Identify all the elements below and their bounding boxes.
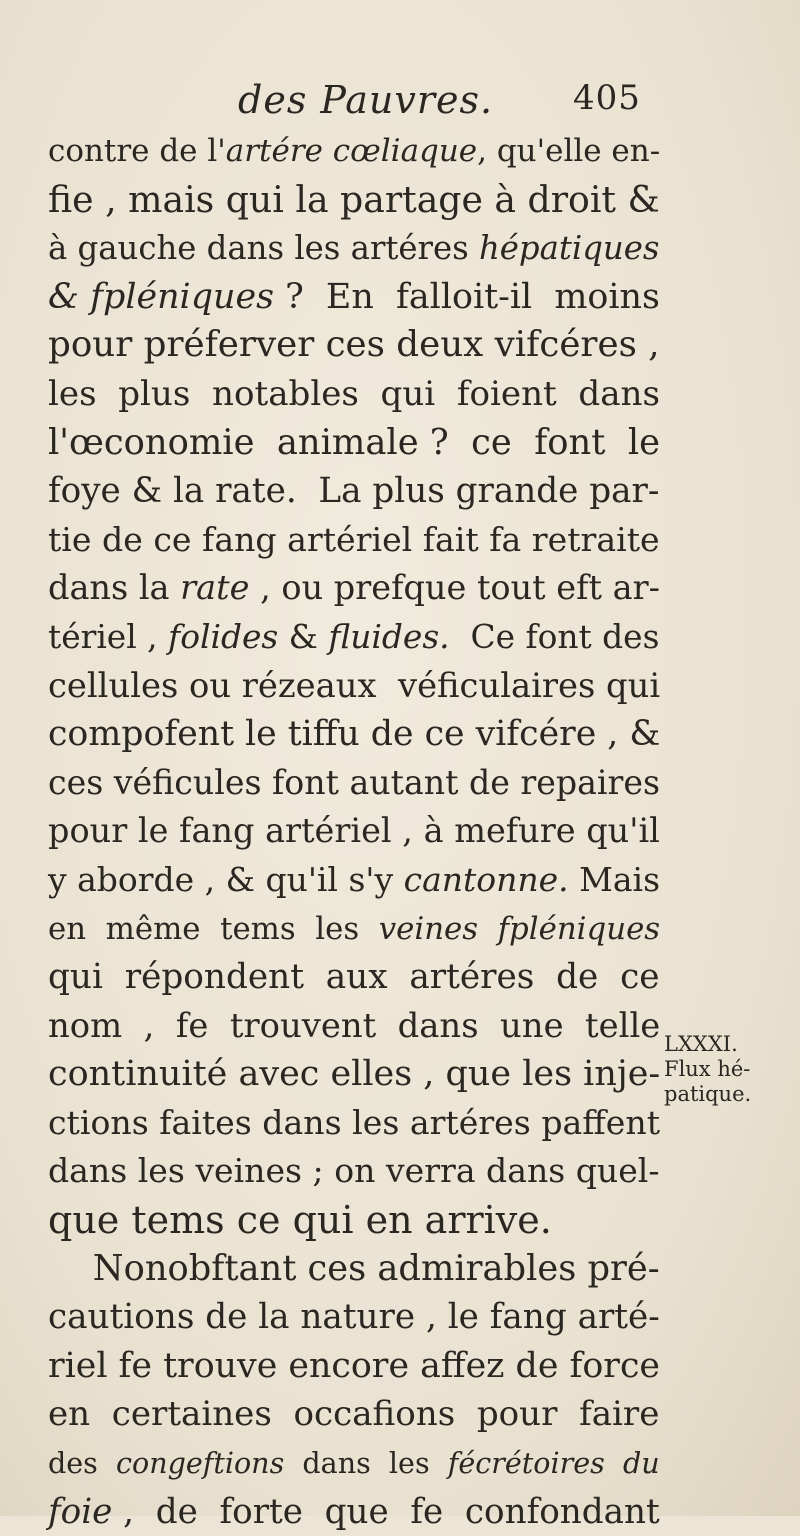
text-segment: , ou prefque tout eft ar- xyxy=(249,568,660,608)
margin-note-title-line-2: patique. xyxy=(664,1082,752,1106)
text-segment: , de forte que fe confondant xyxy=(112,1491,660,1532)
text-line xyxy=(48,1050,660,1099)
italic-text: artére cœliaque xyxy=(225,133,478,169)
text-line xyxy=(48,905,660,954)
text-line xyxy=(48,419,660,468)
text-line xyxy=(48,710,660,759)
text-line xyxy=(48,759,660,808)
text-segment: tériel , xyxy=(48,617,169,656)
body-text xyxy=(48,127,660,1536)
text-line xyxy=(48,1293,660,1342)
text-segment: contre de l' xyxy=(48,133,226,169)
text-segment: riel fe trouve encore affez de force xyxy=(48,1345,661,1386)
text-line xyxy=(48,1390,660,1439)
text-segment: nom , fe trouvent dans une telle xyxy=(48,1005,661,1045)
text-segment: que tems ce qui en arrive. xyxy=(48,1198,552,1243)
text-line xyxy=(48,273,660,322)
text-line xyxy=(48,856,660,905)
text-line xyxy=(48,1439,660,1488)
text-segment: , qu'elle en- xyxy=(477,133,661,169)
text-line xyxy=(48,807,660,856)
italic-text: fluides. xyxy=(328,617,450,656)
page-number: 405 xyxy=(573,78,641,118)
text-segment: foye & la rate. La plus grande par- xyxy=(48,471,660,512)
text-segment: ctions faites dans les artéres paffent xyxy=(48,1102,661,1142)
text-segment: tie de ce fang artériel fait fa retraite xyxy=(48,519,660,559)
page-header xyxy=(0,78,800,128)
text-segment: y aborde , & qu'il s'y xyxy=(48,859,404,899)
italic-text: folides xyxy=(168,617,279,656)
text-segment: dans les xyxy=(284,1446,448,1481)
text-line xyxy=(48,1196,660,1245)
text-line xyxy=(48,953,660,1002)
margin-note xyxy=(664,1032,794,1107)
text-segment: pour préferver ces deux vifcéres , xyxy=(48,324,660,366)
text-line xyxy=(48,1002,660,1051)
italic-text: & fpléniques xyxy=(48,276,274,317)
text-segment: l'œconomie animale ? ce font le xyxy=(48,421,660,463)
text-segment: fie , mais qui la partage à droit & xyxy=(48,177,660,221)
text-line xyxy=(48,564,660,613)
text-segment: cautions de la nature , le fang arté- xyxy=(48,1297,660,1338)
text-segment: qui répondent aux artéres de ce xyxy=(48,957,660,998)
text-segment: des xyxy=(48,1446,117,1481)
text-segment: ces véficules font autant de repaires xyxy=(48,762,661,802)
text-segment: à gauche dans les artéres xyxy=(48,229,479,268)
text-segment: Ce font des xyxy=(449,617,660,656)
text-segment: & xyxy=(278,617,329,656)
text-line xyxy=(48,1342,660,1391)
italic-text: fécrétoires du xyxy=(447,1446,660,1481)
italic-text: rate xyxy=(180,568,250,608)
text-line xyxy=(48,1099,660,1148)
text-segment: Mais xyxy=(568,859,660,899)
italic-text: foie xyxy=(48,1491,113,1532)
text-line xyxy=(48,1488,660,1536)
text-segment: dans la xyxy=(48,568,181,608)
italic-text: cantonne. xyxy=(403,859,569,899)
text-segment: compofent le tiffu de ce vifcére , & xyxy=(48,714,661,755)
text-line xyxy=(48,127,660,176)
italic-text: veines fpléniques xyxy=(378,910,661,947)
text-line xyxy=(48,662,660,711)
text-line xyxy=(48,467,660,516)
text-line xyxy=(48,176,660,225)
text-segment: en même tems les xyxy=(48,910,379,947)
italic-text: hépatiques xyxy=(478,229,660,268)
text-segment: cellules ou rézeaux véficulaires qui xyxy=(48,665,661,705)
text-segment: ? En falloit-il moins xyxy=(274,276,660,317)
text-segment: pour le fang artériel , à mefure qu'il xyxy=(48,811,660,851)
text-line xyxy=(48,516,660,565)
margin-note-number: LXXXI. xyxy=(664,1032,738,1056)
text-line xyxy=(48,1147,660,1196)
text-segment: les plus notables qui foient dans xyxy=(48,373,660,414)
text-line xyxy=(48,1245,660,1294)
text-line xyxy=(48,224,660,273)
text-segment: continuité avec elles , que les inje- xyxy=(48,1054,661,1095)
text-segment: dans les veines ; on verra dans quel- xyxy=(48,1151,660,1191)
margin-note-title-line-1: Flux hé- xyxy=(664,1057,751,1081)
text-line xyxy=(48,370,660,419)
running-title: des Pauvres. xyxy=(238,78,494,122)
text-line xyxy=(48,613,660,662)
italic-text: congeftions xyxy=(116,1446,285,1481)
text-line xyxy=(48,321,660,370)
text-segment: en certaines occafions pour faire xyxy=(48,1394,660,1435)
text-segment: Nonobftant ces admirables pré- xyxy=(48,1247,660,1289)
